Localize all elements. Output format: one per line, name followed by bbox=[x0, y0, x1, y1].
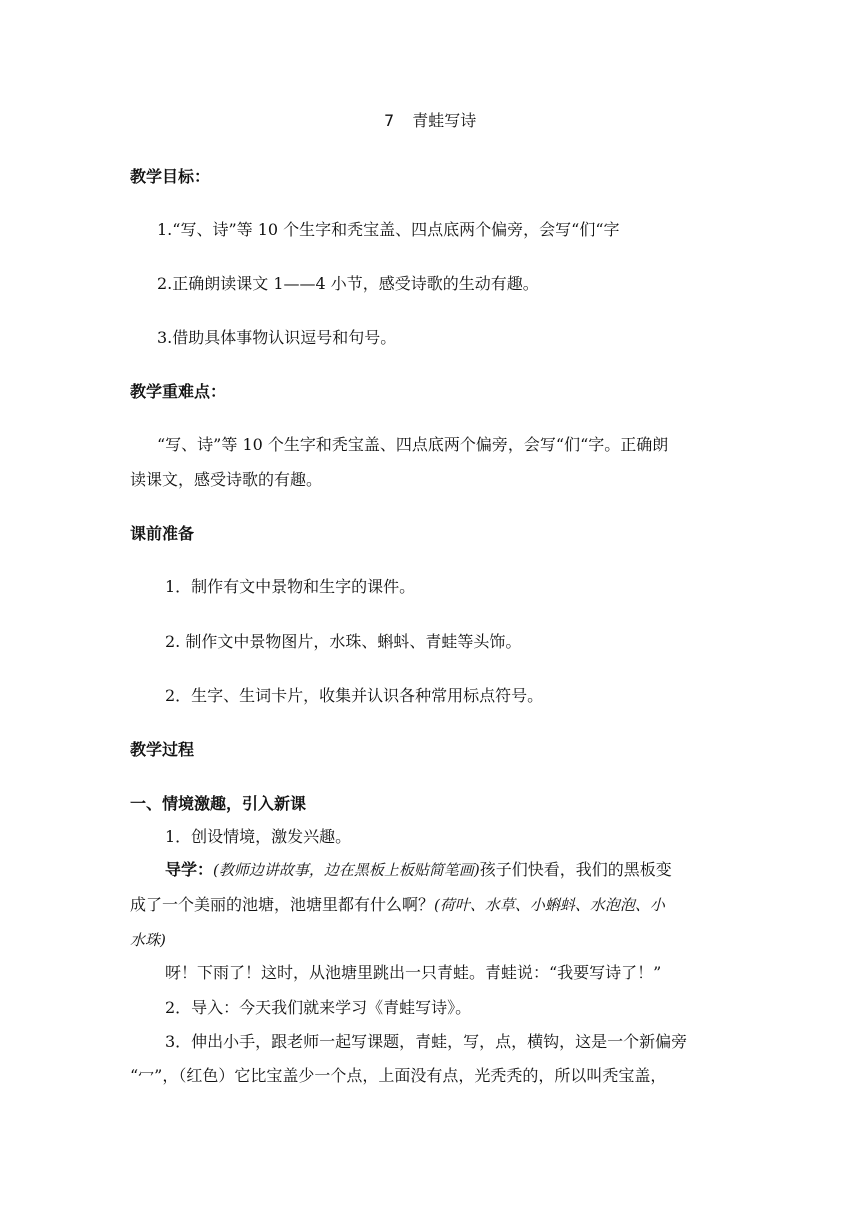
step-3-line-1: 3．伸出小手，跟老师一起写课题，青蛙，写，点，横钩，这是一个新偏旁 bbox=[165, 1032, 688, 1051]
lesson-number: 7 bbox=[384, 111, 395, 130]
step-2: 2．导入：今天我们就来学习《青蛙写诗》。 bbox=[165, 998, 472, 1017]
preparation-item: 1．制作有文中景物和生字的课件。 bbox=[165, 577, 416, 596]
section-1-heading: 一、情境激趣，引入新课 bbox=[130, 794, 307, 813]
objective-item: 3.借助具体事物认识逗号和句号。 bbox=[157, 328, 397, 347]
guide-label: 导学： bbox=[165, 860, 214, 879]
guide-answer-note: (荷叶、水草、小蝌蚪、水泡泡、小 bbox=[434, 896, 665, 914]
step-1: 1．创设情境，激发兴趣。 bbox=[165, 827, 352, 846]
guide-paragraph-line-3: 水珠) bbox=[130, 931, 166, 949]
objective-item: 1.“写、诗”等 10 个生字和秃宝盖、四点底两个偏旁，会写“们“字 bbox=[157, 220, 620, 239]
preparation-item: 2．生字、生词卡片，收集并认识各种常用标点符号。 bbox=[165, 686, 544, 705]
preparation-item: 2. 制作文中景物图片，水珠、蝌蚪、青蛙等头饰。 bbox=[165, 632, 522, 651]
rain-line: 呀！下雨了！这时，从池塘里跳出一只青蛙。青蛙说：“我要写诗了！” bbox=[165, 963, 662, 982]
key-points-line: 读课文，感受诗歌的有趣。 bbox=[130, 470, 323, 489]
guide-paragraph-line-2 bbox=[130, 895, 665, 915]
key-points-heading: 教学重难点： bbox=[130, 382, 227, 401]
preparation-heading: 课前准备 bbox=[130, 524, 195, 543]
guide-text: 孩子们快看，我们的黑板变 bbox=[479, 860, 672, 879]
objective-item: 2.正确朗读课文 1——4 小节，感受诗歌的生动有趣。 bbox=[157, 274, 539, 293]
key-points-line: “写、诗”等 10 个生字和秃宝盖、四点底两个偏旁，会写“们“字。正确朗 bbox=[157, 435, 669, 454]
objectives-heading: 教学目标： bbox=[130, 167, 211, 186]
lesson-title-text: 青蛙写诗 bbox=[412, 111, 477, 130]
guide-text: 成了一个美丽的池塘，池塘里都有什么啊？ bbox=[130, 895, 435, 914]
guide-paragraph-line-1 bbox=[165, 860, 672, 880]
lesson-title bbox=[384, 111, 476, 131]
guide-stage-note: (教师边讲故事，边在黑板上板贴简笔画) bbox=[213, 861, 480, 879]
process-heading: 教学过程 bbox=[130, 740, 195, 759]
step-3-line-2: “冖”，（红色）它比宝盖少一个点，上面没有点，光秃秃的，所以叫秃宝盖， bbox=[130, 1066, 667, 1085]
